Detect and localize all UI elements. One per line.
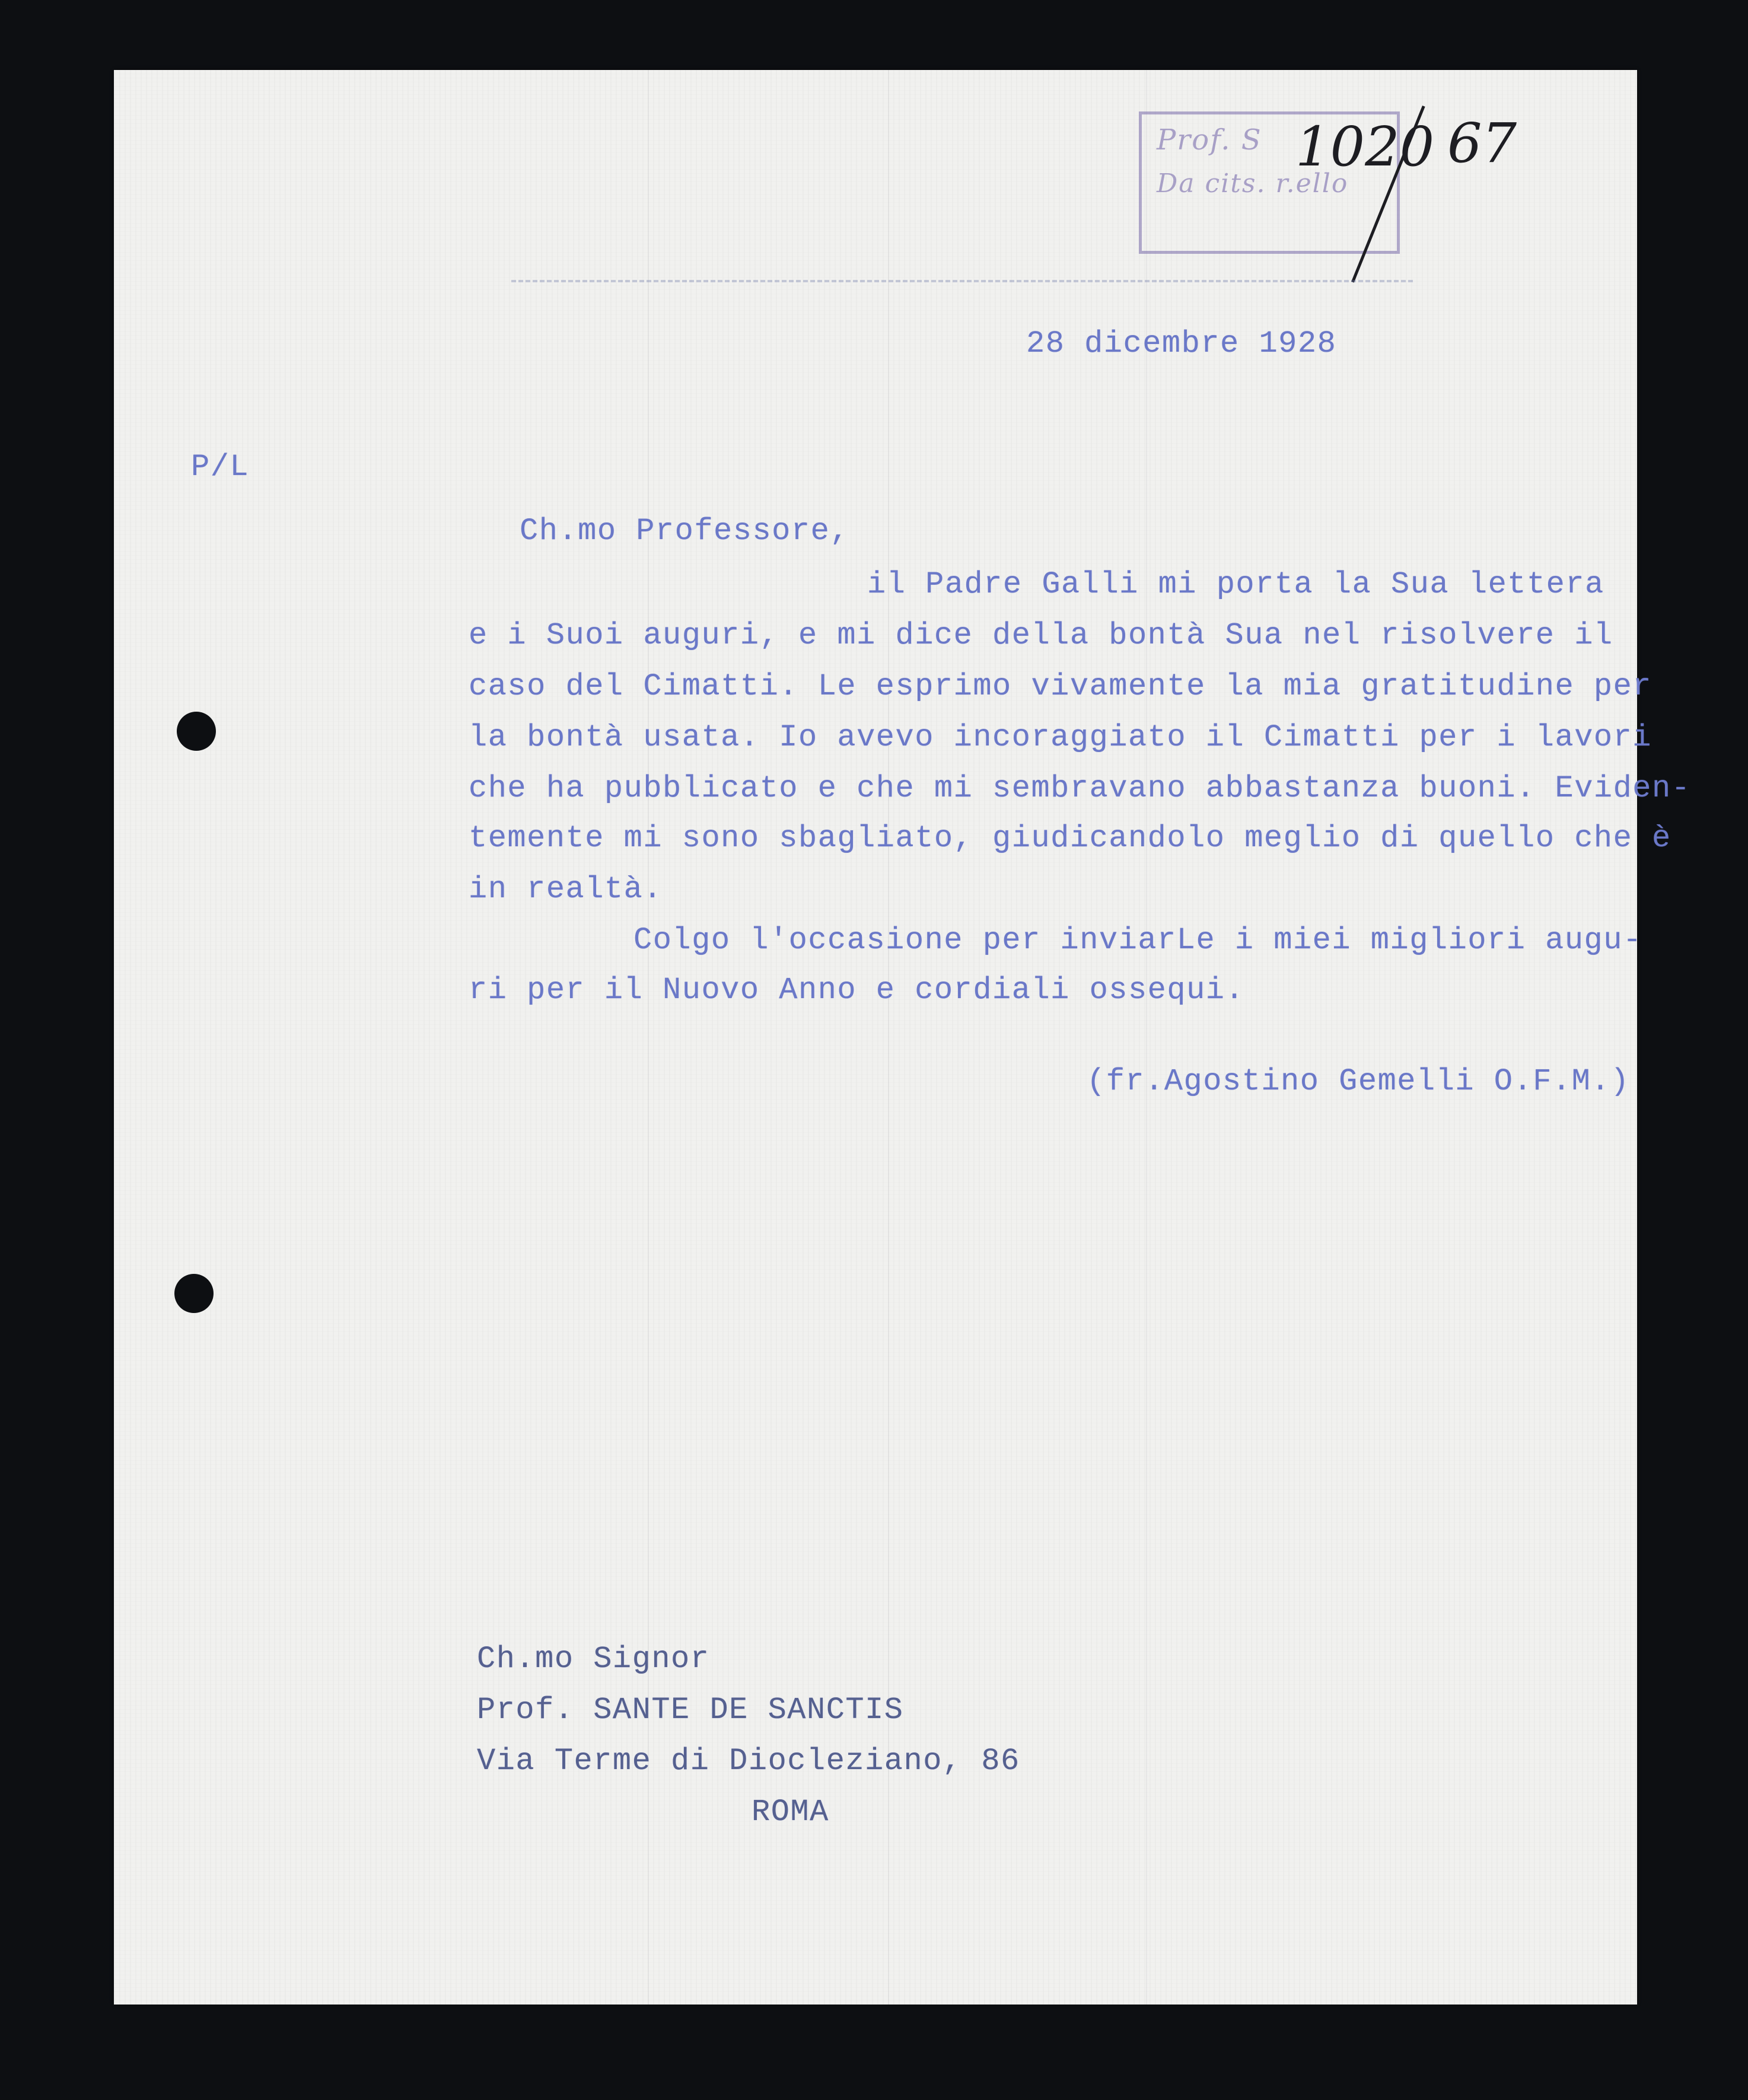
body-line: e i Suoi auguri, e mi dice della bontà Sua nel risolvere il <box>469 618 1613 653</box>
body-line: che ha pubblicato e che mi sembravano abbastanza buoni. Eviden- <box>469 771 1691 806</box>
body-line: il Padre Galli mi porta la Sua lettera <box>867 567 1604 602</box>
salutation: Ch.mo Professore, <box>520 514 849 549</box>
recipient-line-4: ROMA <box>752 1795 829 1830</box>
signature: (fr.Agostino Gemelli O.F.M.) <box>1087 1064 1630 1099</box>
handwritten-archive-suffix: 67 <box>1447 111 1517 175</box>
body-line: in realtà. <box>469 872 663 907</box>
dotted-rule <box>511 280 1413 282</box>
reference-initials: P/L <box>191 450 250 485</box>
letter-page <box>114 70 1691 2005</box>
recipient-line-3: Via Terme di Diocleziano, 86 <box>477 1744 1020 1779</box>
body-line: temente mi sono sbagliato, giudicandolo meglio di quello che è <box>469 821 1671 856</box>
punch-hole <box>177 712 216 751</box>
handwritten-archive-number: 1020 <box>1295 115 1435 179</box>
archive-stamp <box>1139 111 1518 257</box>
recipient-line-1: Ch.mo Signor <box>477 1642 710 1677</box>
body-line: la bontà usata. Io avevo incoraggiato il Cimatti per i lavori <box>469 720 1653 755</box>
stamp-line-2: Da cits. r.ello <box>1157 168 1349 199</box>
punch-hole <box>174 1274 214 1313</box>
stamp-line-1: Prof. S <box>1157 123 1262 157</box>
body-line: caso del Cimatti. Le esprimo vivamente la mia gratitudine per <box>469 669 1653 704</box>
letter-date: 28 dicembre 1928 <box>1026 326 1337 361</box>
body-line: Colgo l'occasione per inviarLe i miei migliori augu- <box>633 923 1642 958</box>
recipient-line-2: Prof. SANTE DE SANCTIS <box>477 1693 904 1728</box>
body-line: ri per il Nuovo Anno e cordiali ossequi. <box>469 973 1245 1008</box>
